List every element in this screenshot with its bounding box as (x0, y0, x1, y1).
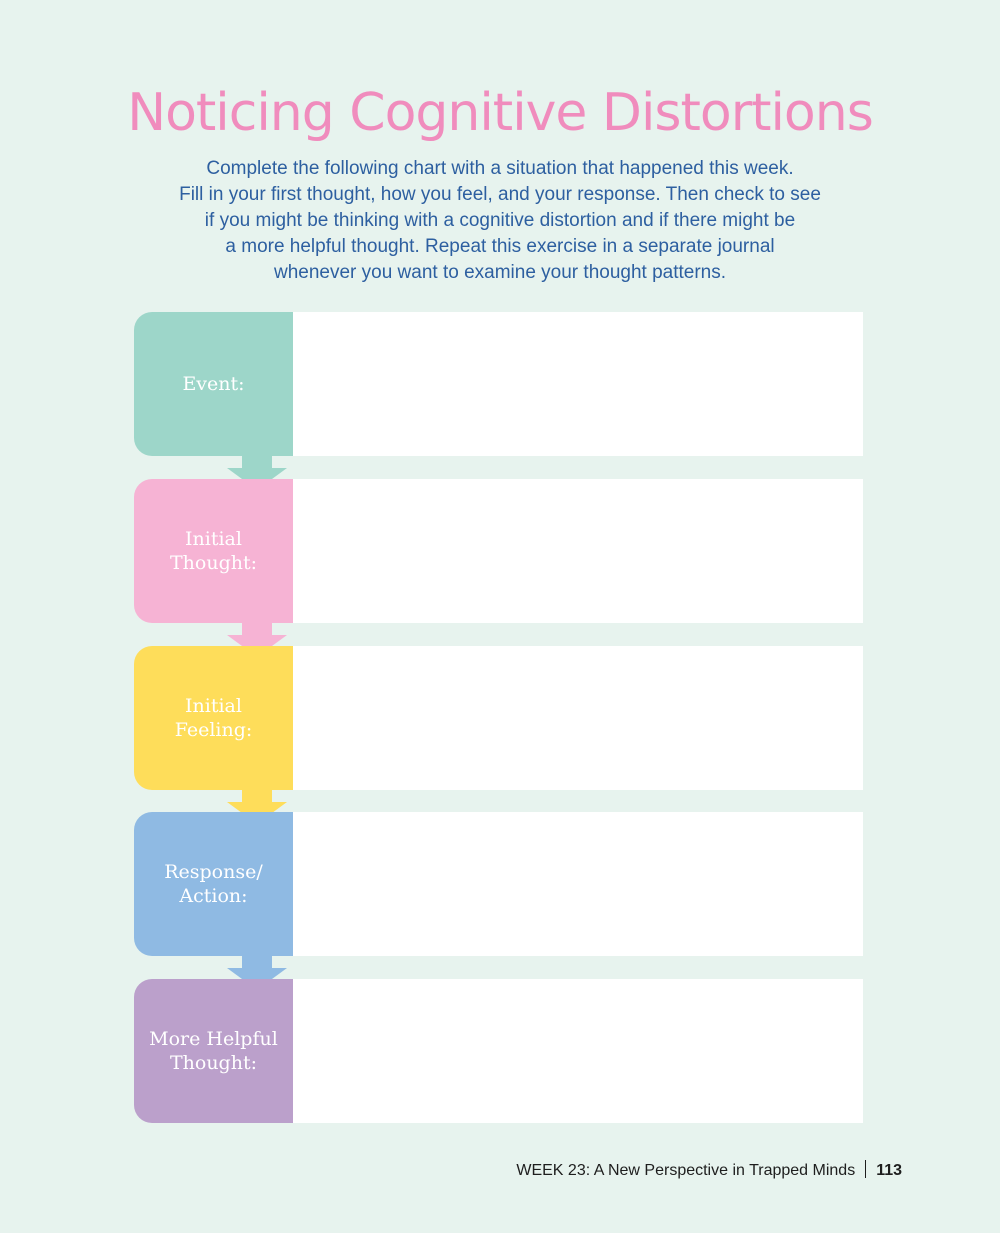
instructions-line: a more helpful thought. Repeat this exercise in a separate journal (225, 236, 775, 257)
row-label-response-action: Response/ Action: (134, 812, 293, 956)
row-label-event: Event: (134, 312, 293, 456)
instructions-line: if you might be thinking with a cognitive distortion and if there might be (204, 210, 796, 231)
footer-divider (865, 1160, 866, 1178)
write-area-response-action[interactable] (293, 812, 863, 956)
running-footer-text: WEEK 23: A New Perspective in Trapped Minds (516, 1162, 856, 1179)
chart-row-initial-thought (134, 479, 863, 623)
chart-row-initial-feeling (134, 646, 863, 790)
write-area-initial-feeling[interactable] (293, 646, 863, 790)
chart-row-more-helpful-thought (134, 979, 863, 1123)
page-title: Noticing Cognitive Distortions (127, 83, 873, 143)
page-number: 113 (876, 1162, 902, 1179)
write-area-event[interactable] (293, 312, 863, 456)
write-area-more-helpful-thought[interactable] (293, 979, 863, 1123)
page-footer (516, 1160, 902, 1180)
instructions-line: Complete the following chart with a situation that happened this week. (206, 158, 794, 179)
row-label-initial-feeling: Initial Feeling: (134, 646, 293, 790)
row-label-more-helpful-thought: More Helpful Thought: (134, 979, 293, 1123)
write-area-initial-thought[interactable] (293, 479, 863, 623)
chart-row-event (134, 312, 863, 456)
row-label-initial-thought: Initial Thought: (134, 479, 293, 623)
instructions-line: Fill in your first thought, how you feel, and your response. Then check to see (179, 184, 821, 205)
instructions-line: whenever you want to examine your thought patterns. (273, 262, 727, 283)
chart-row-response-action (134, 812, 863, 956)
